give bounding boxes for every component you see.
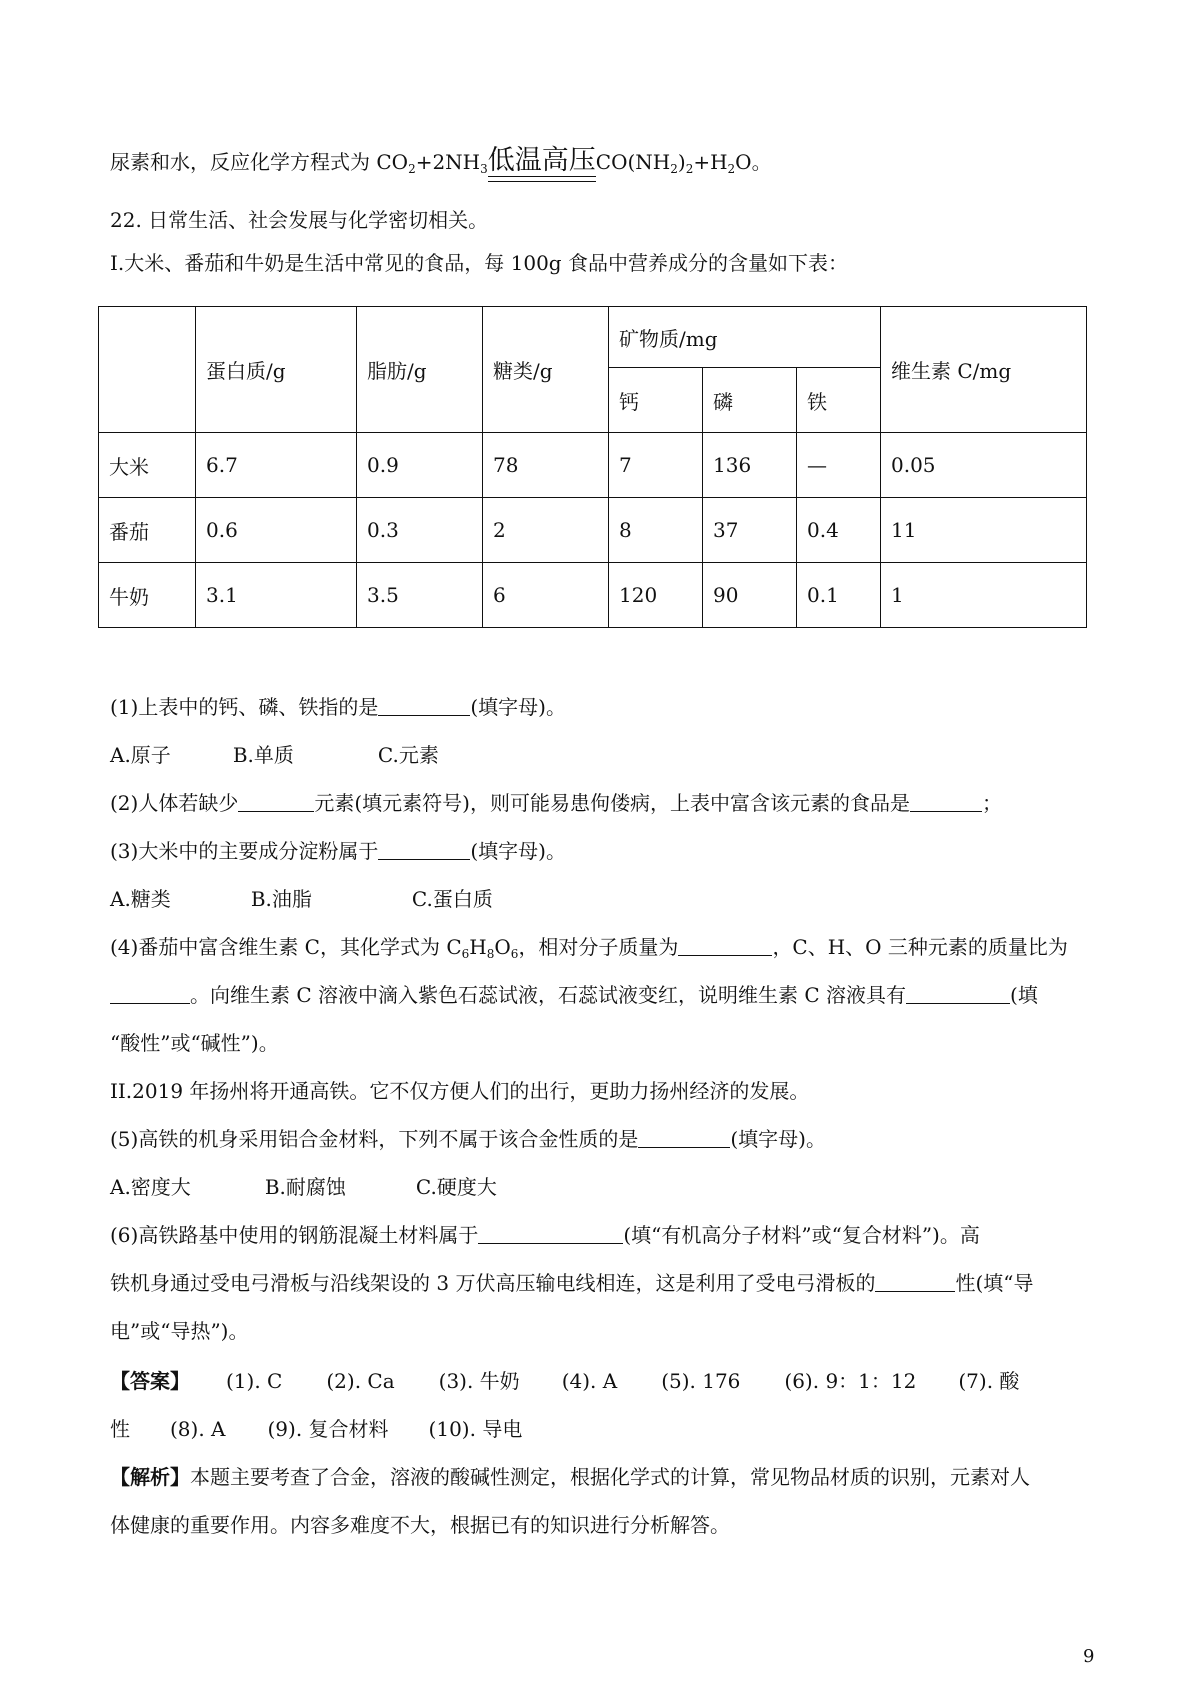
- header-iron: 铁: [797, 368, 881, 433]
- subscript: 2: [727, 162, 736, 176]
- table-row: [99, 498, 1087, 563]
- answer-blank[interactable]: [678, 933, 772, 956]
- question-text: (填字母)。: [470, 695, 566, 719]
- vitamin-c-value: 11: [881, 498, 1087, 563]
- analysis-line-2: 体健康的重要作用。内容多难度不大，根据已有的知识进行分析解答。: [110, 1513, 730, 1537]
- equation-text: +2NH: [415, 150, 481, 174]
- question-5: [110, 1124, 826, 1154]
- question-text: (5)高铁的机身采用铝合金材料，下列不属于该合金性质的是: [110, 1127, 639, 1151]
- analysis-label: 【解析】: [110, 1465, 190, 1489]
- table-row: [99, 563, 1087, 628]
- answer-blank[interactable]: [110, 981, 190, 1004]
- subscript: 2: [685, 162, 694, 176]
- page-number: 9: [1083, 1646, 1095, 1667]
- analysis-line-1: [110, 1462, 1030, 1492]
- answer-item: (3). 牛奶: [438, 1369, 520, 1393]
- question-1-options: [110, 740, 439, 770]
- question-text: 。向维生素 C 溶液中滴入紫色石蕊试液，石蕊试液变红，说明维生素 C 溶液具有: [190, 983, 907, 1007]
- table-header-row: [99, 307, 1087, 368]
- reaction-condition: 低温高压: [487, 145, 596, 176]
- protein-value: 6.7: [196, 433, 357, 498]
- subscript: 6: [461, 947, 470, 961]
- protein-value: 0.6: [196, 498, 357, 563]
- answer-blank[interactable]: [238, 789, 314, 812]
- option-a: A.原子: [110, 743, 171, 767]
- question-text: (6)高铁路基中使用的钢筋混凝土材料属于: [110, 1223, 479, 1247]
- answer-blank[interactable]: [478, 1221, 623, 1244]
- food-name: 牛奶: [99, 563, 196, 628]
- question-text: 铁机身通过受电弓滑板与沿线架设的 3 万伏高压输电线相连，这是利用了受电弓滑板的: [110, 1271, 876, 1295]
- part1-intro: I.大米、番茄和牛奶是生活中常见的食品，每 100g 食品中营养成分的含量如下表：: [110, 251, 848, 275]
- answer-item: (9). 复合材料: [267, 1417, 389, 1441]
- analysis-text: 本题主要考查了合金，溶液的酸碱性测定，根据化学式的计算，常见物品材质的识别，元素对人: [190, 1465, 1030, 1489]
- calcium-value: 8: [609, 498, 703, 563]
- answer-item: (10). 导电: [428, 1417, 523, 1441]
- answer-blank[interactable]: [906, 981, 1010, 1004]
- answer-blank[interactable]: [875, 1269, 955, 1292]
- question-6-line-2: [110, 1268, 1033, 1298]
- equation-text: ): [677, 150, 686, 174]
- question-text: (填字母)。: [470, 839, 566, 863]
- question-4-line-3: “酸性”或“碱性”)。: [110, 1031, 279, 1055]
- question-2: [110, 788, 1002, 818]
- question-text: (填: [1010, 983, 1038, 1007]
- answer-blank[interactable]: [910, 789, 982, 812]
- answer-item: (4). A: [561, 1369, 618, 1393]
- option-a: A.糖类: [110, 887, 171, 911]
- option-b: B.油脂: [250, 887, 312, 911]
- part2-intro: II.2019 年扬州将开通高铁。它不仅方便人们的出行，更助力扬州经济的发展。: [110, 1079, 810, 1103]
- question-text: ，相对分子质量为: [518, 935, 679, 959]
- option-c: C.元素: [377, 743, 439, 767]
- header-protein: 蛋白质/g: [196, 307, 357, 433]
- question-4-line-1: [110, 932, 1068, 969]
- answer-item: (6). 9：1：12: [784, 1369, 917, 1393]
- question-4-line-2: [110, 980, 1038, 1010]
- answer-blank[interactable]: [378, 837, 470, 860]
- calcium-value: 120: [609, 563, 703, 628]
- iron-value: 0.1: [797, 563, 881, 628]
- equation-text: 尿素和水，反应化学方程式为 CO: [110, 150, 409, 174]
- equation-text: O。: [735, 150, 772, 174]
- answer-blank[interactable]: [378, 693, 470, 716]
- option-a: A.密度大: [110, 1175, 191, 1199]
- answer-item: (5). 176: [661, 1369, 741, 1393]
- food-name: 番茄: [99, 498, 196, 563]
- calcium-value: 7: [609, 433, 703, 498]
- question-text: ；: [981, 791, 1002, 815]
- answer-item: (1). C: [226, 1369, 283, 1393]
- equation-line: [110, 146, 772, 184]
- option-c: C.硬度大: [415, 1175, 497, 1199]
- equation-text: +H: [693, 150, 728, 174]
- question-text: (2)人体若缺少: [110, 791, 239, 815]
- answer-item: (2). Ca: [326, 1369, 395, 1393]
- fat-value: 0.9: [357, 433, 483, 498]
- phosphorus-value: 37: [703, 498, 797, 563]
- header-vitamin-c: 维生素 C/mg: [881, 307, 1087, 433]
- iron-value: —: [797, 433, 881, 498]
- option-c: C.蛋白质: [411, 887, 493, 911]
- table-row: [99, 433, 1087, 498]
- answer-item: 性: [110, 1417, 130, 1441]
- question-text: O: [494, 935, 511, 959]
- question-text: H: [469, 935, 487, 959]
- subscript: 6: [510, 947, 519, 961]
- subscript: 8: [486, 947, 495, 961]
- header-sugar: 糖类/g: [483, 307, 609, 433]
- subscript: 2: [670, 162, 678, 176]
- table-corner-cell: [99, 307, 196, 433]
- question-1: [110, 692, 566, 722]
- question-title: 22. 日常生活、社会发展与化学密切相关。: [110, 208, 489, 232]
- sugar-value: 6: [483, 563, 609, 628]
- nutrition-table: [98, 306, 1087, 628]
- question-text: ，C、H、O 三种元素的质量比为: [772, 935, 1068, 959]
- protein-value: 3.1: [196, 563, 357, 628]
- answer-line-2: [110, 1414, 522, 1444]
- iron-value: 0.4: [797, 498, 881, 563]
- question-text: (填“有机高分子材料”或“复合材料”)。高: [623, 1223, 980, 1247]
- fat-value: 3.5: [357, 563, 483, 628]
- fat-value: 0.3: [357, 498, 483, 563]
- question-text: (4)番茄中富含维生素 C，其化学式为 C: [110, 935, 462, 959]
- option-b: B.单质: [232, 743, 294, 767]
- sugar-value: 78: [483, 433, 609, 498]
- phosphorus-value: 136: [703, 433, 797, 498]
- question-5-options: [110, 1172, 497, 1202]
- subscript: 3: [480, 162, 488, 176]
- vitamin-c-value: 1: [881, 563, 1087, 628]
- question-text: (1)上表中的钙、磷、铁指的是: [110, 695, 379, 719]
- vitamin-c-value: 0.05: [881, 433, 1087, 498]
- subscript: 2: [408, 162, 416, 176]
- sugar-value: 2: [483, 498, 609, 563]
- equation-text: CO(NH: [595, 150, 671, 174]
- header-calcium: 钙: [609, 368, 703, 433]
- header-fat: 脂肪/g: [357, 307, 483, 433]
- question-text: (3)大米中的主要成分淀粉属于: [110, 839, 379, 863]
- question-3: [110, 836, 566, 866]
- question-3-options: [110, 884, 493, 914]
- question-6-line-3: 电”或“导热”)。: [110, 1319, 249, 1343]
- answer-item: (7). 酸: [958, 1369, 1020, 1393]
- answer-blank[interactable]: [638, 1125, 730, 1148]
- header-minerals: 矿物质/mg: [609, 307, 881, 368]
- option-b: B.耐腐蚀: [264, 1175, 346, 1199]
- question-text: 元素(填元素符号)，则可能易患佝偻病，上表中富含该元素的食品是: [314, 791, 910, 815]
- answer-item: (8). A: [170, 1417, 226, 1441]
- question-text: 性(填“导: [955, 1271, 1034, 1295]
- food-name: 大米: [99, 433, 196, 498]
- phosphorus-value: 90: [703, 563, 797, 628]
- question-text: (填字母)。: [730, 1127, 826, 1151]
- answer-label: 【答案】: [110, 1369, 190, 1393]
- header-phosphorus: 磷: [703, 368, 797, 433]
- answer-line-1: [110, 1366, 1019, 1396]
- question-6-line-1: [110, 1220, 980, 1250]
